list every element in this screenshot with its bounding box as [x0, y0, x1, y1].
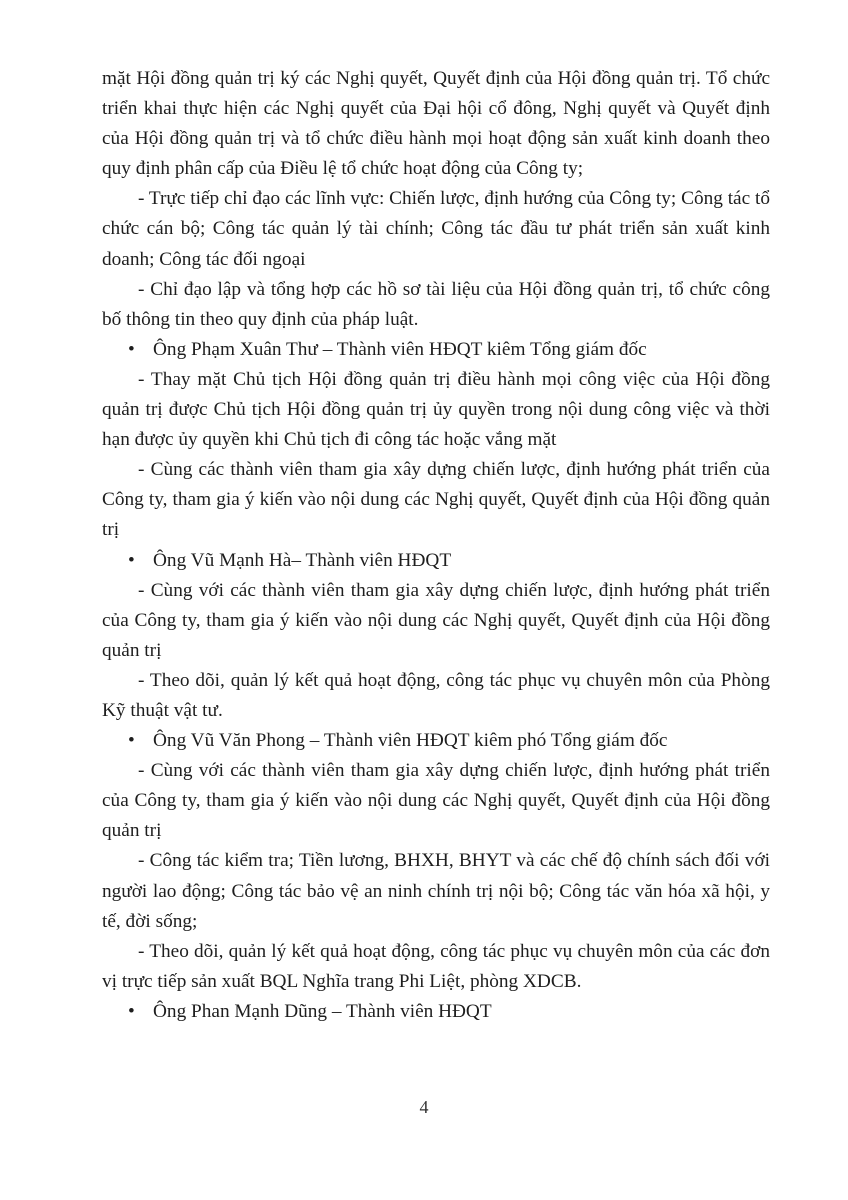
member-heading-pham-xuan-thu — [102, 335, 770, 365]
member-heading-vu-manh-ha — [102, 546, 770, 576]
bullet-icon: • — [128, 730, 135, 752]
member-heading-phan-manh-dung — [102, 997, 770, 1027]
paragraph-direct-management: - Trực tiếp chỉ đạo các lĩnh vực: Chiến lược, định hướng của Công ty; Công tác tổ chức cán bộ; Công tác quản lý tài chính; Công tác đầu tư phát triển sản xuất kinh doanh; Công tác đối ngoại — [102, 188, 770, 270]
paragraph-technical-dept-oversight: - Theo dõi, quản lý kết quả hoạt động, công tác phục vụ chuyên môn của Phòng Kỹ thuật vật tư. — [102, 669, 770, 721]
member-heading-text: Ông Vũ Văn Phong – Thành viên HĐQT kiêm phó Tổng giám đốc — [153, 730, 668, 752]
bullet-icon: • — [128, 549, 135, 571]
bullet-icon: • — [128, 1000, 135, 1022]
paragraph-records-disclosure: - Chỉ đạo lập và tổng hợp các hồ sơ tài liệu của Hội đồng quản trị, tổ chức công bố thông tin theo quy định của pháp luật. — [102, 278, 770, 330]
member-heading-vu-van-phong — [102, 726, 770, 756]
paragraph-strategy-participation: - Cùng các thành viên tham gia xây dựng chiến lược, định hướng phát triển của Công ty, tham gia ý kiến vào nội dung các Nghị quyết, Quyết định của Hội đồng quản trị — [102, 459, 770, 541]
page-number: 4 — [419, 1097, 429, 1117]
paragraph-chairman-duties-continued: mặt Hội đồng quản trị ký các Nghị quyết, Quyết định của Hội đồng quản trị. Tổ chức triển khai thực hiện các Nghị quyết của Đại hội cổ đông, Nghị quyết và Quyết định của Hội đồng quản trị và tổ chức điều hành mọi hoạt động sản xuất kinh doanh theo quy định phân cấp của Điều lệ tổ chức hoạt động của Công ty; — [102, 68, 770, 180]
paragraph-delegated-authority: - Thay mặt Chủ tịch Hội đồng quản trị điều hành mọi công việc của Hội đồng quản trị được Chủ tịch Hội đồng quản trị ủy quyền trong nội dung công việc và thời hạn được ủy quyền khi Chủ tịch đi công tác hoặc vắng mặt — [102, 368, 770, 451]
paragraph-production-units-oversight: - Theo dõi, quản lý kết quả hoạt động, công tác phục vụ chuyên môn của các đơn vị trực tiếp sản xuất BQL Nghĩa trang Phi Liệt, phòng XDCB. — [102, 940, 770, 992]
bullet-icon: • — [128, 338, 135, 360]
paragraph-hr-welfare-duties: - Công tác kiểm tra; Tiền lương, BHXH, BHYT và các chế độ chính sách đối với người lao động; Công tác bảo vệ an ninh chính trị nội bộ; Công tác văn hóa xã hội, y tế, đời sống; — [102, 850, 770, 932]
member-heading-text: Ông Vũ Mạnh Hà– Thành viên HĐQT — [153, 549, 452, 571]
paragraph-strategy-participation: - Cùng với các thành viên tham gia xây dựng chiến lược, định hướng phát triển của Công ty, tham gia ý kiến vào nội dung các Nghị quyết, Quyết định của Hội đồng quản trị — [102, 760, 770, 842]
document-body — [102, 64, 770, 1027]
member-heading-text: Ông Phan Mạnh Dũng – Thành viên HĐQT — [153, 1000, 492, 1022]
paragraph-strategy-participation: - Cùng với các thành viên tham gia xây dựng chiến lược, định hướng phát triển của Công ty, tham gia ý kiến vào nội dung các Nghị quyết, Quyết định của Hội đồng quản trị — [102, 579, 770, 661]
member-heading-text: Ông Phạm Xuân Thư – Thành viên HĐQT kiêm Tổng giám đốc — [153, 338, 647, 360]
